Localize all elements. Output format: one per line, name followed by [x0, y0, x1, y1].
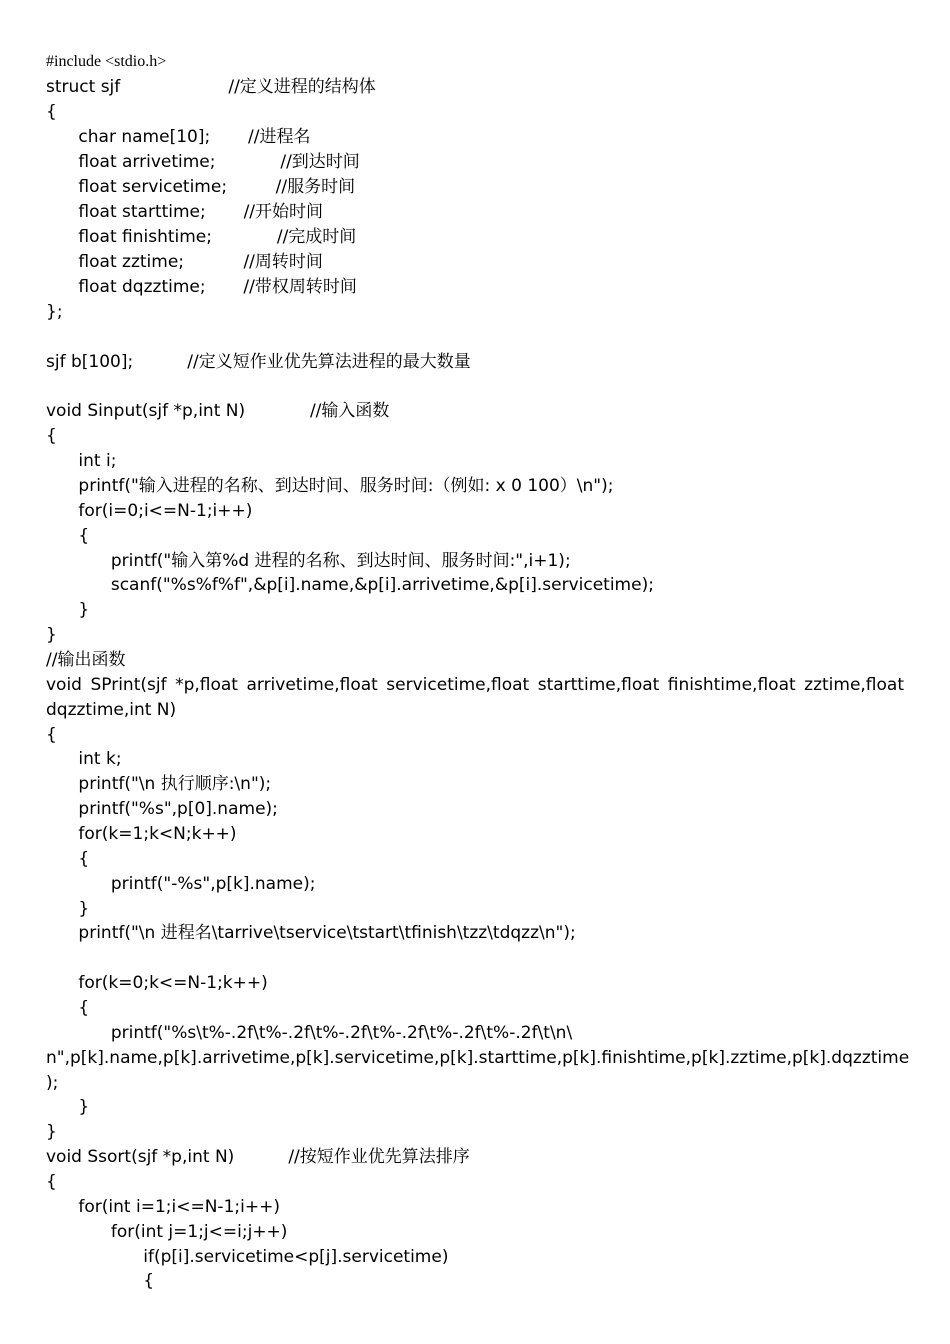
- code-line: for(int i=1;i<=N-1;i++): [46, 1197, 280, 1217]
- code-line: float starttime; //开始时间: [46, 202, 324, 222]
- code-line: }: [46, 600, 90, 620]
- code-line: printf("输入进程的名称、到达时间、服务时间:（例如: x 0 100）\n");: [46, 476, 614, 496]
- code-line: float zztime; //周转时间: [46, 252, 323, 272]
- code-line: {: [46, 1172, 57, 1192]
- code-line: float dqzztime; //带权周转时间: [46, 277, 357, 297]
- code-line: float arrivetime; //到达时间: [46, 152, 360, 172]
- code-line: float finishtime; //完成时间: [46, 227, 357, 247]
- code-line: for(k=1;k<N;k++): [46, 824, 237, 844]
- code-line: );: [46, 1073, 59, 1093]
- code-line: void Sinput(sjf *p,int N) //输入函数: [46, 401, 390, 421]
- code-line: for(i=0;i<=N-1;i++): [46, 501, 253, 521]
- code-line: }: [46, 1097, 90, 1117]
- code-line: char name[10]; //进程名: [46, 127, 311, 147]
- code-line: printf("-%s",p[k].name);: [46, 874, 316, 894]
- code-line: for(k=0;k<=N-1;k++): [46, 973, 268, 993]
- code-line: for(int j=1;j<=i;j++): [46, 1222, 288, 1242]
- code-line: {: [46, 526, 90, 546]
- code-line: }: [46, 1122, 57, 1142]
- code-line: dqzztime,int N): [46, 700, 177, 720]
- code-line: void Ssort(sjf *p,int N) //按短作业优先算法排序: [46, 1147, 470, 1167]
- code-line: int k;: [46, 749, 122, 769]
- code-line: //输出函数: [46, 650, 126, 670]
- code-line: {: [46, 426, 57, 446]
- code-line: int i;: [46, 451, 117, 471]
- code-line: if(p[i].servicetime<p[j].servicetime): [46, 1247, 449, 1267]
- code-line: scanf("%s%f%f",&p[i].name,&p[i].arrivetime,&p[i].servicetime);: [46, 575, 654, 595]
- code-line: printf("%s\t%-.2f\t%-.2f\t%-.2f\t%-.2f\t%-.2f\t%-.2f\t\n\: [46, 1023, 573, 1043]
- code-line: {: [46, 998, 90, 1018]
- code-line: }: [46, 899, 90, 919]
- code-line: {: [46, 1271, 155, 1291]
- code-line: #include <stdio.h>: [46, 53, 167, 70]
- code-line: printf("%s",p[0].name);: [46, 799, 278, 819]
- code-line: printf("\n 进程名\tarrive\tservice\tstart\tfinish\tzz\tdqzz\n");: [46, 923, 576, 943]
- code-line: sjf b[100]; //定义短作业优先算法进程的最大数量: [46, 352, 471, 372]
- code-line: void SPrint(sjf *p,float arrivetime,float servicetime,float starttime,float finishtime,float zztime,float: [46, 675, 904, 695]
- code-line: };: [46, 302, 63, 322]
- code-line: printf("输入第%d 进程的名称、到达时间、服务时间:",i+1);: [46, 551, 571, 571]
- code-line: {: [46, 849, 90, 869]
- code-line: {: [46, 725, 57, 745]
- code-line: float servicetime; //服务时间: [46, 177, 356, 197]
- code-line: {: [46, 102, 57, 122]
- code-line: n",p[k].name,p[k].arrivetime,p[k].servicetime,p[k].starttime,p[k].finishtime,p[k].zztime,p[k].dqzztime: [46, 1048, 910, 1068]
- code-line: struct sjf //定义进程的结构体: [46, 77, 376, 97]
- code-line: printf("\n 执行顺序:\n");: [46, 774, 272, 794]
- code-line: }: [46, 625, 57, 645]
